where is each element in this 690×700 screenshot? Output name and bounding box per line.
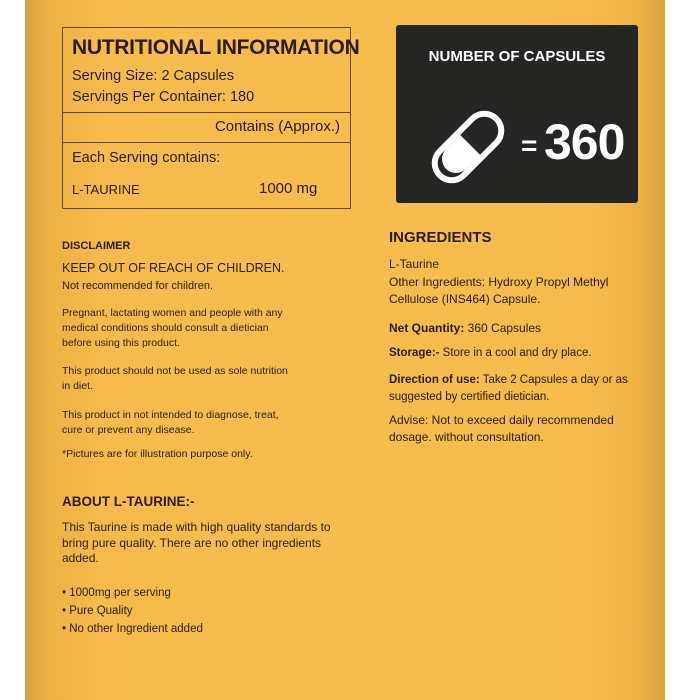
storage xyxy=(389,347,592,359)
servings-per-container: Servings Per Container: 180 xyxy=(72,89,255,105)
ingredient-line: Cellulose (INS464) Capsule. xyxy=(389,292,541,306)
ingredients-list xyxy=(389,256,608,309)
about-line: This Taurine is made with high quality standards to xyxy=(62,520,331,534)
nutrient-amount: 1000 mg xyxy=(259,180,318,197)
nutrition-divider xyxy=(63,112,350,113)
direction-value: Take 2 Capsules a day or as xyxy=(479,374,628,386)
list-item: • Pure Quality xyxy=(62,605,133,617)
ingredient-line: Other Ingredients: Hydroxy Propyl Methyl xyxy=(389,274,609,289)
direction-value-line2: suggested by certified dietician. xyxy=(389,391,550,403)
disclaimer-line: cure or prevent any disease. xyxy=(62,424,195,436)
disclaimer-pregnant xyxy=(62,306,283,351)
net-quantity xyxy=(389,321,541,335)
bullet-text: No other Ingredient added xyxy=(69,623,203,635)
each-serving-label: Each Serving contains: xyxy=(72,150,221,166)
bullet-text: 1000mg per serving xyxy=(69,587,171,599)
ingredient-line: L-Taurine xyxy=(389,257,440,271)
about-line: added. xyxy=(62,551,99,565)
disclaimer-heading: DISCLAIMER xyxy=(62,240,131,252)
advise-line: dosage. without consultation. xyxy=(389,430,544,444)
advise-line: Advise: Not to exceed daily recommended xyxy=(389,413,614,427)
nutrition-facts-box xyxy=(62,27,360,209)
disclaimer-children: Not recommended for children. xyxy=(62,280,214,292)
about-bullets xyxy=(62,584,203,638)
capsule-count-box xyxy=(396,25,638,203)
disclaimer-line: medical conditions should consult a dietician xyxy=(62,322,269,334)
advise xyxy=(389,412,614,446)
bullet-text: Pure Quality xyxy=(69,605,133,617)
list-item: • 1000mg per serving xyxy=(62,587,171,599)
disclaimer-line: This product in not intended to diagnose, treat, xyxy=(62,409,279,421)
capsule-count-title: NUMBER OF CAPSULES xyxy=(428,48,606,65)
disclaimer-nutrition xyxy=(62,364,288,394)
equals-sign: = xyxy=(521,130,538,161)
disclaimer-diagnose xyxy=(62,408,279,438)
capsule-count: 360 xyxy=(544,114,625,170)
contains-approx: Contains (Approx.) xyxy=(214,118,340,135)
about-line: bring pure quality. There are no other ingredients xyxy=(62,535,322,550)
nutrition-title: NUTRITIONAL INFORMATION xyxy=(72,36,360,59)
capsule-icon xyxy=(418,97,518,197)
direction-of-use xyxy=(389,372,628,406)
nutrition-divider xyxy=(63,142,350,143)
about-heading: ABOUT L-TAURINE:- xyxy=(62,494,195,509)
disclaimer-pictures: *Pictures are for illustration purpose only. xyxy=(62,448,253,460)
disclaimer-line: Pregnant, lactating women and people with any xyxy=(62,307,283,319)
disclaimer-line: before using this product. xyxy=(62,337,180,349)
list-item: • No other Ingredient added xyxy=(62,623,203,635)
ingredients-heading: INGREDIENTS xyxy=(389,229,492,246)
storage-value: Store in a cool and dry place. xyxy=(439,347,592,359)
about-text xyxy=(62,520,331,567)
net-quantity-label: Net Quantity: xyxy=(389,321,465,335)
nutrient-name: L-TAURINE xyxy=(72,182,140,197)
storage-label: Storage:- xyxy=(389,347,440,359)
direction-label: Direction of use: xyxy=(389,374,480,386)
net-quantity-value: 360 Capsules xyxy=(464,321,542,335)
disclaimer-line: in diet. xyxy=(62,380,93,392)
serving-size: Serving Size: 2 Capsules xyxy=(72,68,234,84)
disclaimer-line: This product should not be used as sole nutrition xyxy=(62,365,288,377)
disclaimer-warning: KEEP OUT OF REACH OF CHILDREN. xyxy=(62,261,285,275)
